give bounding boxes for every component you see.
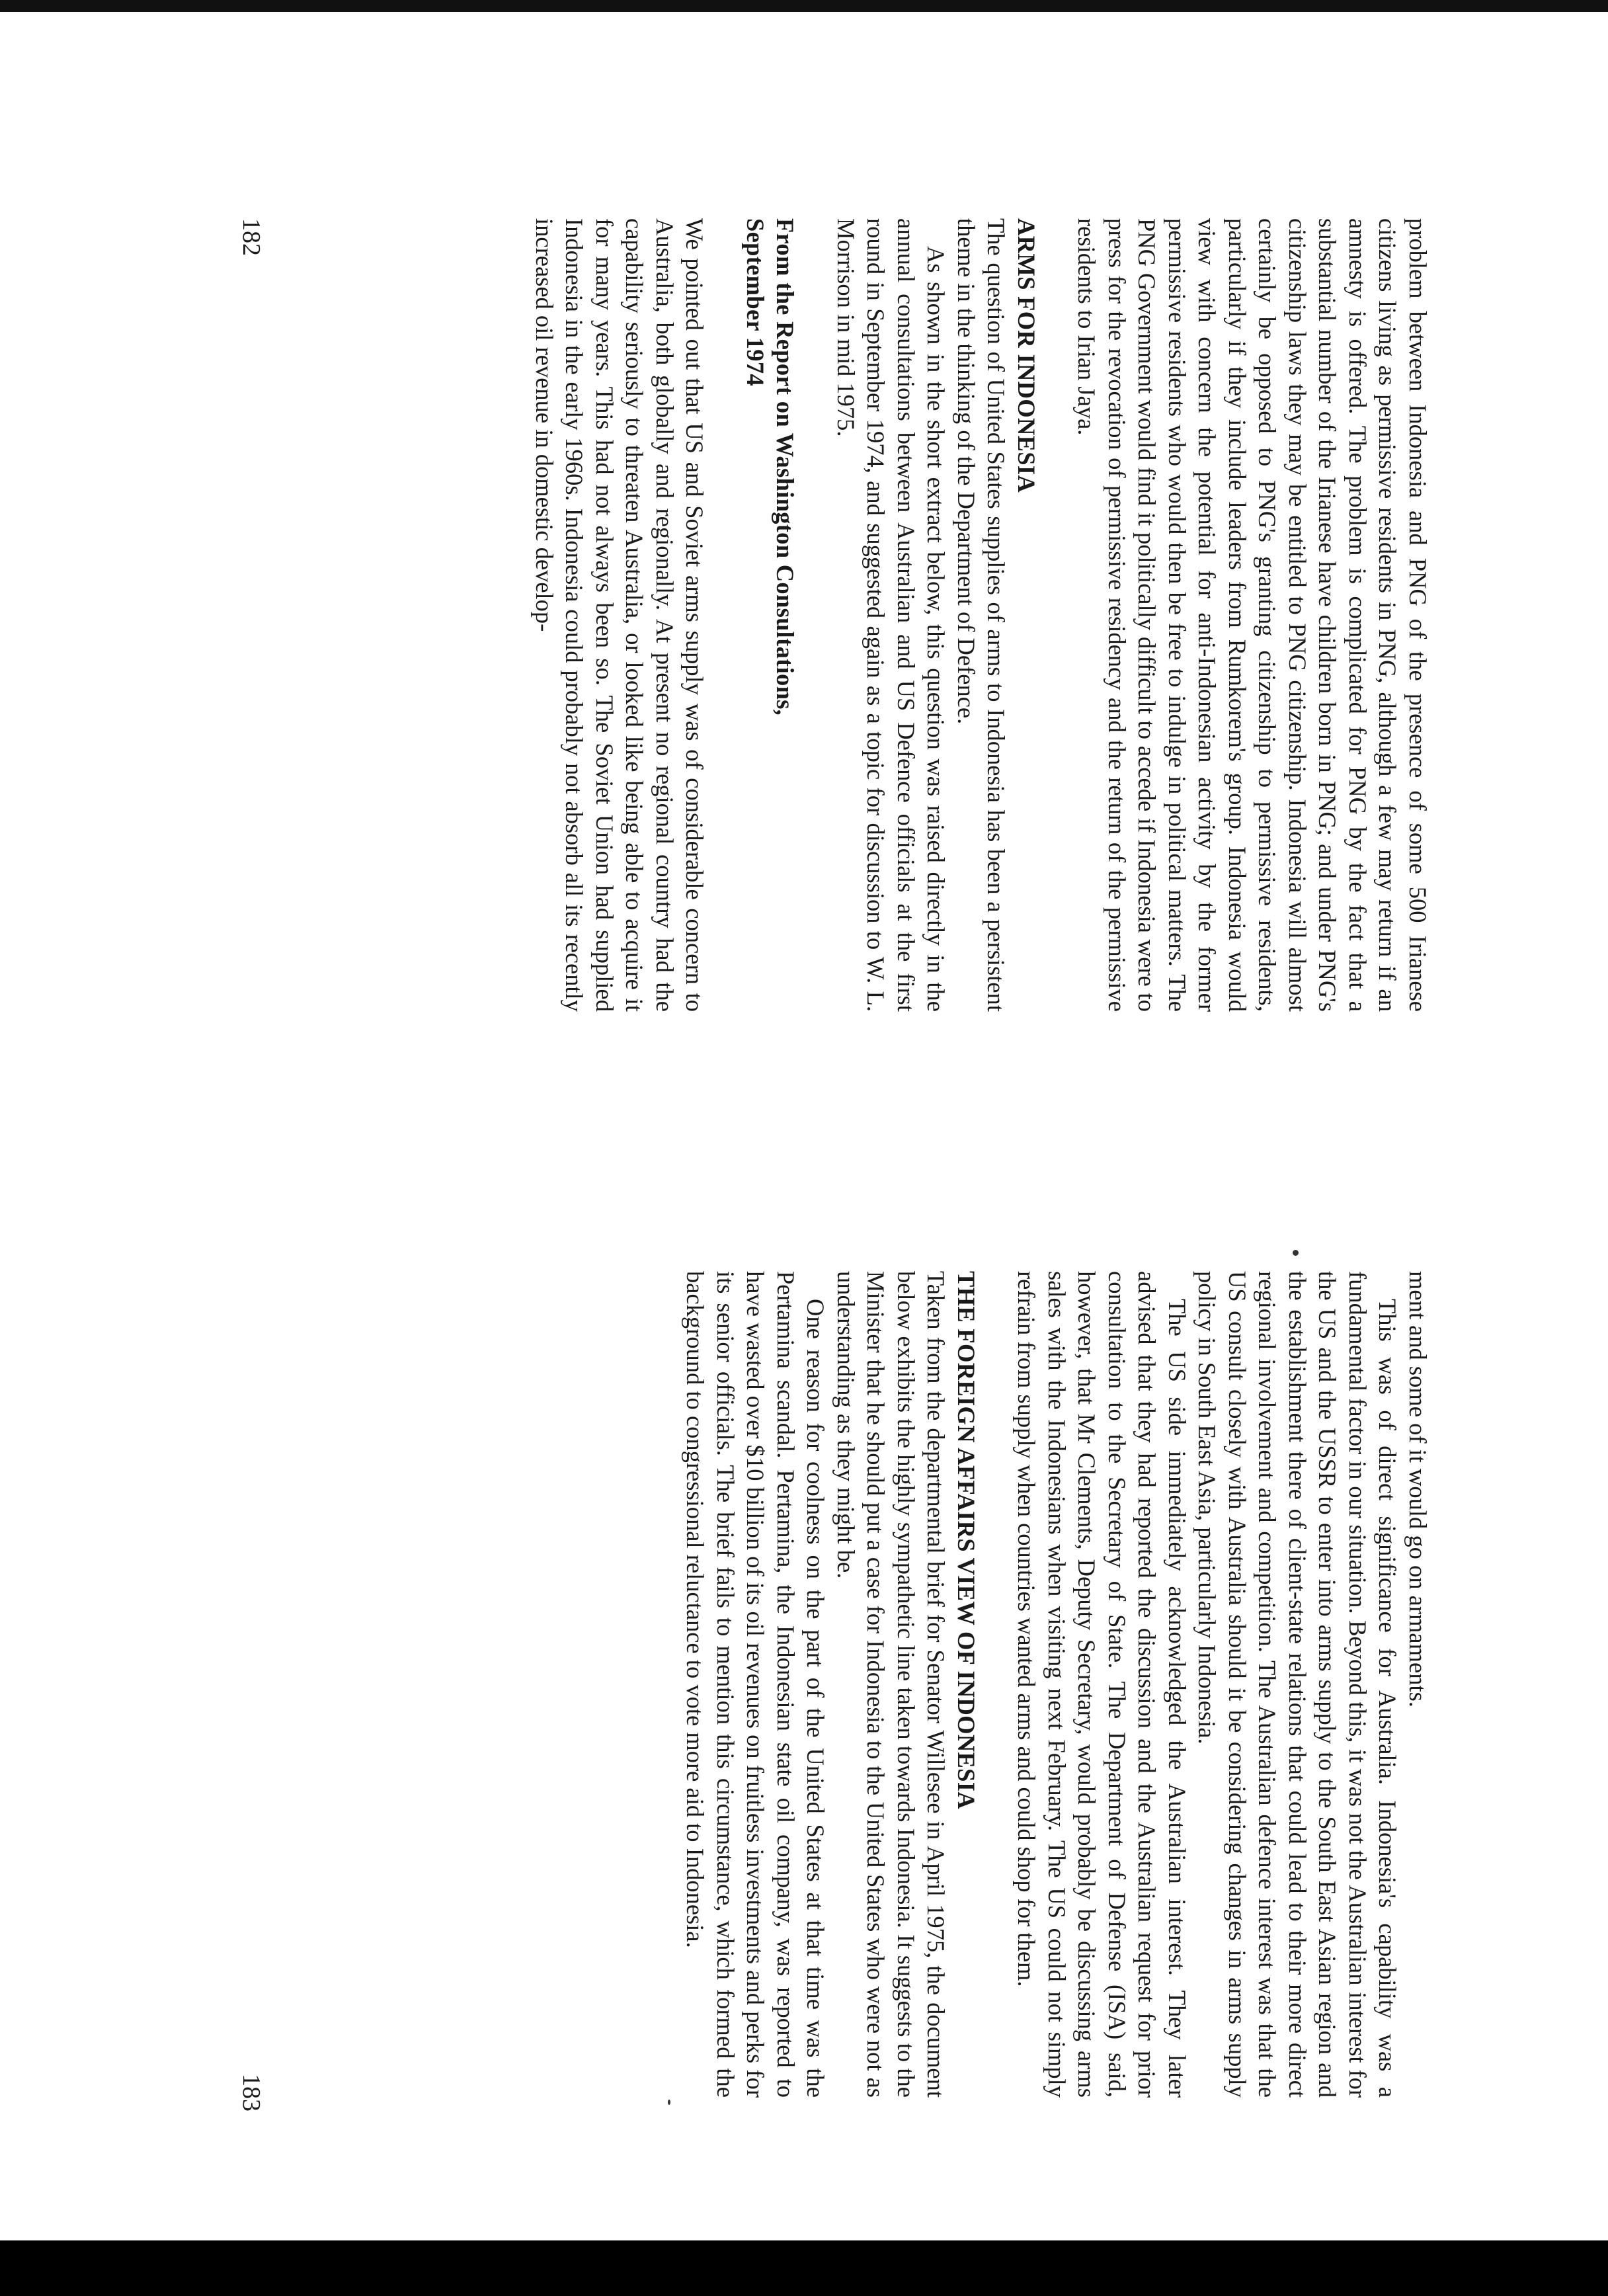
paragraph: One reason for coolness on the part of the United States at that time was the Pertamina scandal. Pertamina, the Indonesian state oil company, was reported to have wasted over $10 billion of its oil revenues on fruitless investments and perks for its senior officials. The brief fails to mention this circumstance, which formed the background to congressional reluctance to vote more aid to Indonesia.	[682, 1271, 830, 2098]
left-page-column	[530, 218, 1433, 1012]
right-page-column	[680, 1271, 1433, 2098]
paragraph: ment and some of it would go on armaments.	[1404, 1271, 1431, 1707]
section-heading-foreign-affairs: THE FOREIGN AFFAIRS VIEW OF INDONESIA	[953, 1271, 980, 1809]
section-heading-arms-for-indonesia: ARMS FOR INDONESIA	[1013, 218, 1040, 493]
page-number: 183	[237, 2074, 265, 2112]
subheading-report-line-2: September 1974	[742, 218, 769, 386]
paragraph: problem between Indonesia and PNG of the presence of some 500 Irianese citizens living as permissive residents in PNG, although a few may return if an amnesty is offered. The problem is complicated for PNG by the fact that a substantial number of the Irianese have children born in PNG; and under PNG's citizenship laws they may be entitled to PNG citizenship. Indonesia will almost certainly be opposed to PNG's granting citizenship to permissive residents, particularly if they include leaders from Rumkorem's group. Indonesia would view with concern the potential for anti-Indonesian activity by the former permissive residents who would then be free to indulge in political matters. The PNG Government would find it politically difficult to accede if Indonesia were to press for the revocation of permissive residency and the return of the permissive residents to Irian Jaya.	[1073, 218, 1431, 1012]
paragraph: The US side immediately acknowledged the Australian interest. They later advised that they had reported the discussion and the Australian request for prior consultation to the Secretary of State. The Department of Defense (ISA) said, however, that Mr Clements, Deputy Secretary, would probably be discussing arms sales with the Indonesians when visiting next February. The US could not simply refrain from supply when countries wanted arms and could shop for them.	[1013, 1271, 1191, 2098]
paragraph: Taken from the departmental brief for Senator Willesee in April 1975, the document below exhibits the highly sympathetic line taken towards Indonesia. It suggests to the Minister that he should put a case for Indonesia to the United States who were not as understanding as they might be.	[832, 1271, 950, 2098]
right-page	[0, 1148, 1608, 2296]
subheading-report-line-1: From the Report on Washington Consultations,	[772, 218, 799, 716]
paragraph: This was of direct significance for Australia. Indonesia's capability was a fundamental factor in our situation. Beyond this, it was not the Australian interest for the US and the USSR to enter into arms supply to the South East Asian region and the establishment there of client-state relations that could lead to their more direct regional involvement and competition. The Australian defence interest was that the US consult closely with Australia should it be considering changes in arms supply policy in South East Asia, particularly Indonesia.	[1193, 1271, 1402, 2098]
paragraph: The question of United States supplies of arms to Indonesia has been a persistent theme in the thinking of the Department of Defence.	[953, 218, 1010, 1012]
page-number: 182	[237, 218, 265, 256]
paragraph: We pointed out that US and Soviet arms supply was of considerable concern to Australia, both globally and regionally. At present no regional country had the capability seriously to threaten Australia, or looked like being able to acquire it for many years. This had not always been so. The Soviet Union had supplied Indonesia in the early 1960s. Indonesia could probably not absorb all its recently increased oil revenue in domestic develop-	[531, 218, 709, 1012]
paragraph: As shown in the short extract below, this question was raised directly in the annual consultations between Australian and US Defence officials at the first round in September 1974, and suggested again as a topic for discussion to W. L. Morrison in mid 1975.	[832, 218, 950, 1012]
